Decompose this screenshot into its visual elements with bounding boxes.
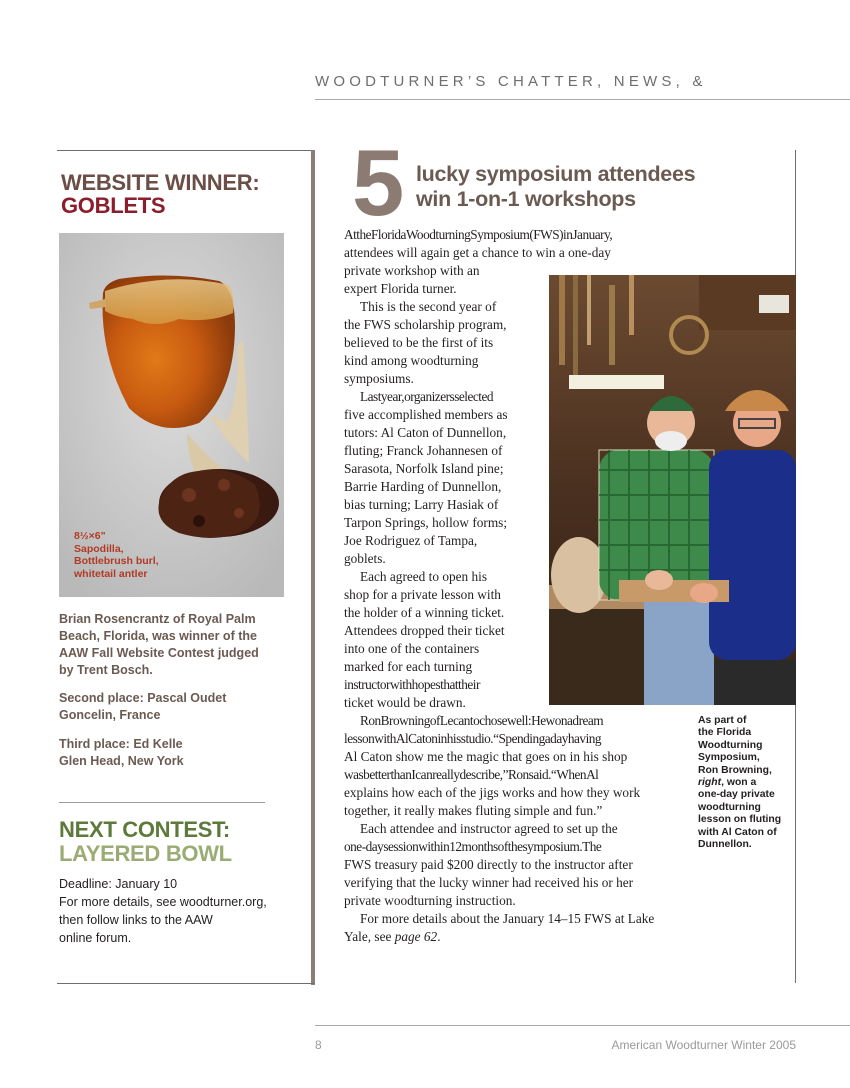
goblet-photo [59, 233, 284, 597]
second-place-paragraph: Second place: Pascal Oudet Goncelin, France [59, 691, 227, 722]
next-contest-title [59, 818, 232, 866]
winner-paragraph: Brian Rosencrantz of Royal Palm Beach, Florida, was winner of the AAW Fall Website Contest judged by Trent Bosch. [59, 612, 259, 677]
sidebar-top-rule [57, 150, 312, 151]
sidebar-right-rule [311, 150, 315, 985]
final-line: Yale, see page 62. [344, 929, 441, 944]
sidebar-title-line2: GOBLETS [61, 193, 166, 218]
workshop-illustration [549, 275, 796, 705]
header-rule [315, 99, 850, 100]
workshop-photo [549, 275, 796, 705]
next-contest-details: Deadline: January 10 For more details, see woodturner.org, then follow links to the AAW online forum. [59, 877, 267, 945]
page-number: 8 [315, 1038, 322, 1052]
footer-rule [315, 1025, 850, 1026]
page-reference: page 62 [394, 929, 438, 944]
third-place-paragraph: Third place: Ed Kelle Glen Head, New York [59, 737, 184, 768]
goblet-photo-caption: 8½×6" Sapodilla, Bottlebrush burl, whitetail antler [74, 530, 159, 580]
caption-right-line: right, won a [698, 777, 757, 789]
sidebar-divider [59, 802, 265, 803]
sidebar-title [61, 171, 259, 217]
big-number: 5 [352, 130, 403, 235]
article-body: AttheFloridaWoodturningSymposium(FWS)inJanuary, attendees will again get a chance to win a one-day private workshop with an expert Florida turner. This is the second year of the FWS scholarship program, believed to be the first of its kind among woodturning symposiums. Lastyear,organizersselected five accomplished members as tutors: Al Caton of Dunnellon, fluting; Franck Johannesen of Sarasota, Norfolk Island pine; Barrie Harding of Dunnellon, bias turning; Larry Hasiak of Tarpon Springs, hollow forms; Joe Rodriguez of Tampa, goblets. Each agreed to open his shop for a private lesson with the holder of a winning ticket. Attendees dropped their ticket into one of the containers marked for each turning instructorwithhopesthattheir ticket would be drawn. RonBrowningofLecantochosewell:Hewonadream lessonwithAlCatoninhisstudio.“Spendingadayhaving Al Caton show me the magic that goes on in his shop wasbetterthanIcanreallydescribe,”Ronsaid.“WhenAl explains how each of the jigs works and how they work together, it really makes fluting simple and fun.” Each attendee and instructor agreed to set up the one-daysessionwithin12monthsofthesymposium.The FWS treasury paid $200 directly to the instructor after verifying that the lucky winner had received his or her private woodturning instruction. For more details about the January 14–15 FWS at Lake Yale, see page 62. [344, 227, 655, 944]
article-headline: lucky symposium attendees win 1-on-1 workshops [416, 162, 696, 211]
running-header: WOODTURNER’S CHATTER, NEWS, & [315, 73, 707, 90]
next-contest-title-line2: LAYERED BOWL [59, 841, 232, 866]
next-contest-title-line1: NEXT CONTEST: [59, 817, 230, 842]
publication-footer: American Woodturner Winter 2005 [611, 1038, 796, 1052]
workshop-photo-caption: As part of the Florida Woodturning Symposium, Ron Browning, right, won a one-day private woodturning lesson on fluting with Al Caton of Dunnellon. [698, 715, 782, 851]
sidebar-bottom-rule [57, 983, 314, 984]
sidebar-title-line1: WEBSITE WINNER: [61, 170, 260, 195]
